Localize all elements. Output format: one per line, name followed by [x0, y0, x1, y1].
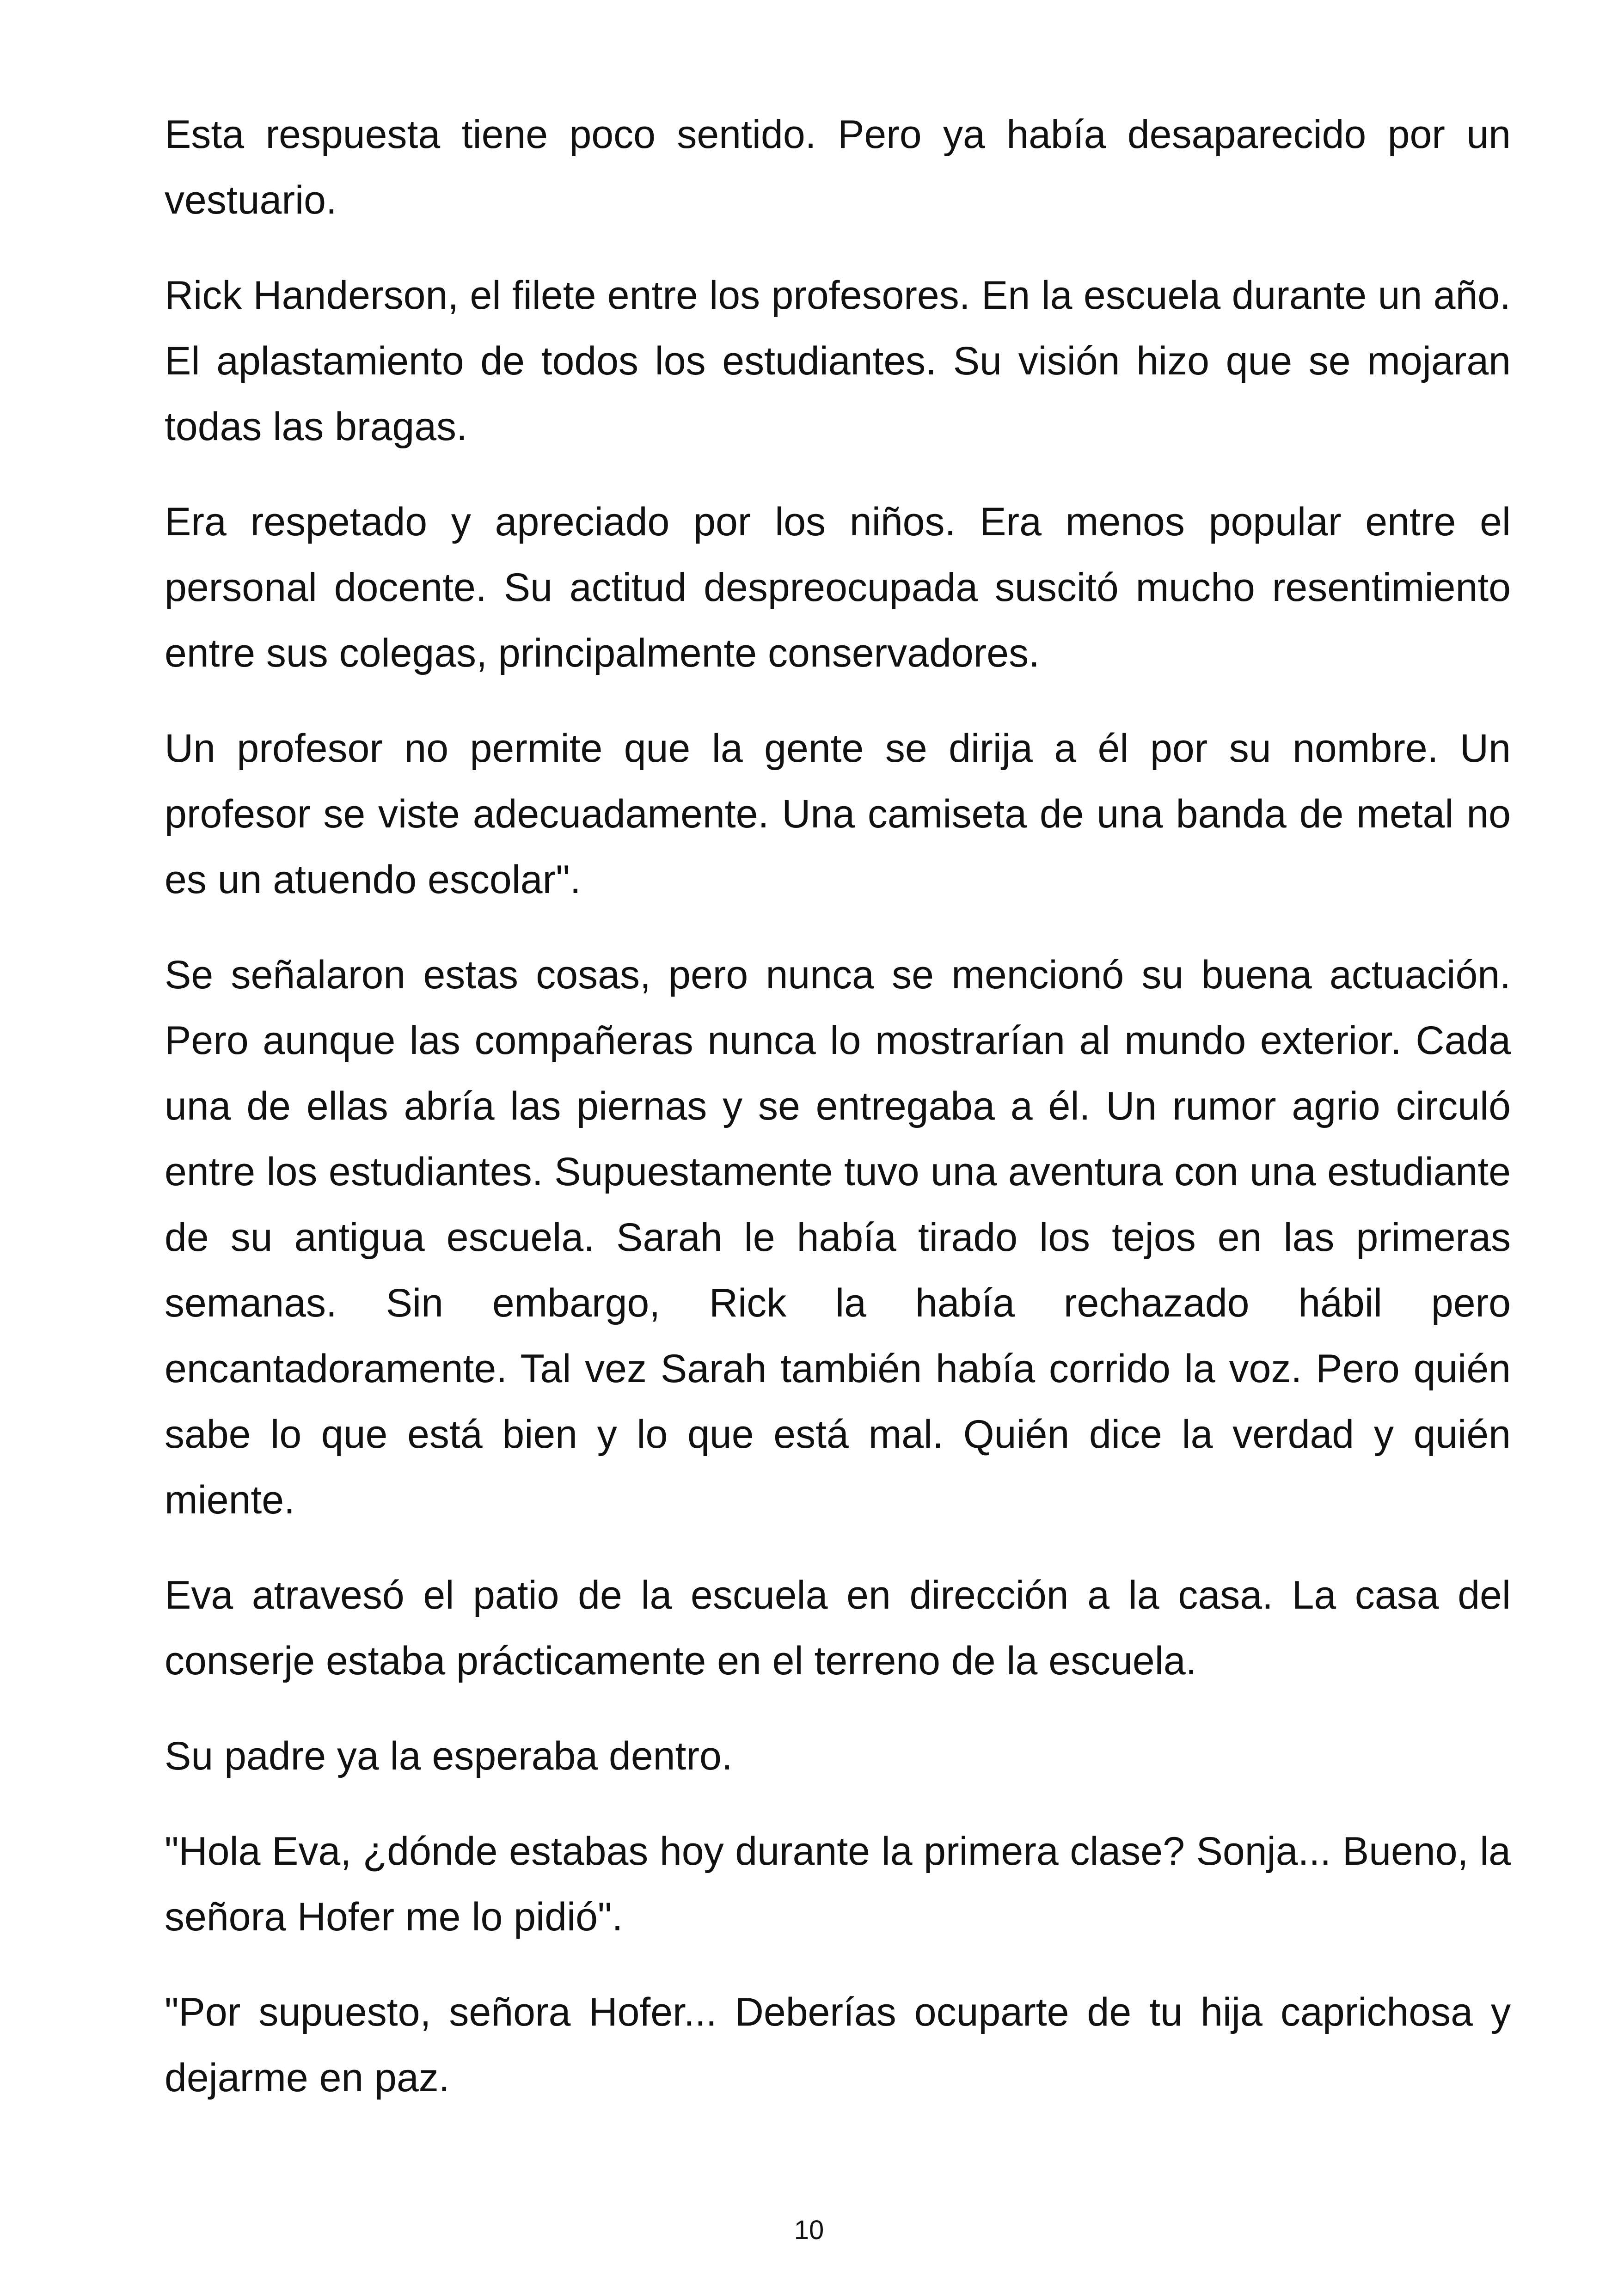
paragraph-3: Era respetado y apreciado por los niños. Era menos popular entre el personal docente. Su actitud despreocupada suscitó mucho resentimiento entre sus colegas, principalmente conservadores.	[165, 500, 1511, 675]
paragraph-9: "Por supuesto, señora Hofer... Deberías ocuparte de tu hija caprichosa y dejarme en paz.	[165, 1990, 1511, 2100]
paragraph-2: Rick Handerson, el filete entre los profesores. En la escuela durante un año. El aplastamiento de todos los estudiantes. Su visión hizo que se mojaran todas las bragas.	[165, 273, 1511, 449]
paragraph-5: Se señalaron estas cosas, pero nunca se mencionó su buena actuación. Pero aunque las compañeras nunca lo mostrarían al mundo exterior. Cada una de ellas abría las piernas y se entregaba a él. Un rumor agrio circuló entre los estudiantes. Supuestamente tuvo una aventura con una estudiante de su antigua escuela. Sarah le había tirado los tejos en las primeras semanas. Sin embargo, Rick la había rechazado hábil pero encantadoramente. Tal vez Sarah también había corrido la voz. Pero quién sabe lo que está bien y lo que está mal. Quién dice la verdad y quién miente.	[165, 953, 1511, 1522]
paragraph-7: Su padre ya la esperaba dentro.	[165, 1734, 733, 1778]
paragraph-8: "Hola Eva, ¿dónde estabas hoy durante la primera clase? Sonja... Bueno, la señora Hofer me lo pidió".	[165, 1829, 1511, 1939]
paragraph-6: Eva atravesó el patio de la escuela en dirección a la casa. La casa del conserje estaba prácticamente en el terreno de la escuela.	[165, 1573, 1511, 1683]
paragraph-4: Un profesor no permite que la gente se dirija a él por su nombre. Un profesor se viste adecuadamente. Una camiseta de una banda de metal no es un atuendo escolar".	[165, 726, 1511, 902]
page-number: 10	[794, 2215, 824, 2245]
paragraph-1: Esta respuesta tiene poco sentido. Pero ya había desaparecido por un vestuario.	[165, 112, 1511, 222]
body-text	[165, 102, 1511, 2140]
